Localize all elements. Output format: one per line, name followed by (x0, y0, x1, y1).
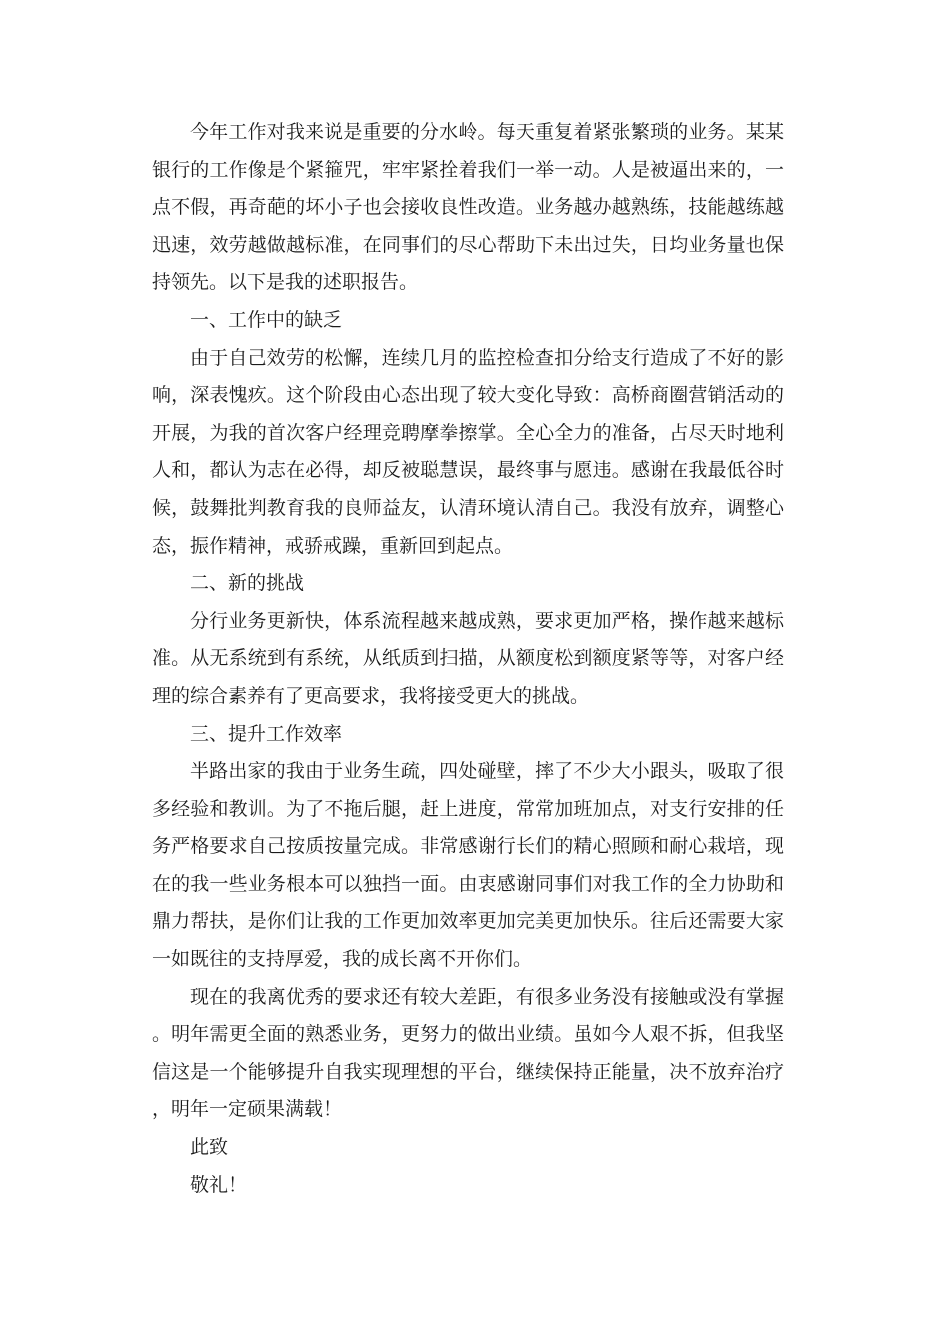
section-body-2: 分行业务更新快，体系流程越来越成熟，要求更加严格，操作越来越标准。从无系统到有系统，从纸质到扫描，从额度松到额度紧等等，对客户经理的综合素养有了更高要求，我将接受更大的挑战。 (152, 609, 784, 707)
section-body-3: 半路出家的我由于业务生疏，四处碰壁，摔了不少大小跟头，吸取了很多经验和教训。为了不拖后腿，赶上进度，常常加班加点，对支行安排的任务严格要求自己按质按量完成。非常感谢行长们的精心照顾和耐心栽培，现在的我一些业务根本可以独挡一面。由衷感谢同事们对我工作的全力协助和鼎力帮扶，是你们让我的工作更加效率更加完美更加快乐。往后还需要大家一如既往的支持厚爱，我的成长离不开你们。 (152, 760, 784, 971)
intro-paragraph: 今年工作对我来说是重要的分水岭。每天重复着紧张繁琐的业务。某某银行的工作像是个紧箍咒，牢牢紧拴着我们一举一动。人是被逼出来的，一点不假，再奇葩的坏小子也会接收良性改造。业务越办越熟练，技能越练越迅速，效劳越做越标准，在同事们的尽心帮助下未出过失，日均业务量也保持领先。以下是我的述职报告。 (152, 121, 784, 294)
conclusion-paragraph: 现在的我离优秀的要求还有较大差距，有很多业务没有接触或没有掌握。明年需更全面的熟悉业务，更努力的做出业绩。虽如今人艰不拆，但我坚信这是一个能够提升自我实现理想的平台，继续保持正能量，决不放弃治疗，明年一定硕果满载！ (152, 985, 784, 1121)
closing-regards: 敬礼！ (190, 1173, 248, 1196)
section-heading-1: 一、工作中的缺乏 (190, 308, 343, 331)
section-heading-2: 二、新的挑战 (190, 572, 305, 595)
section-heading-3: 三、提升工作效率 (190, 722, 343, 745)
section-body-1: 由于自己效劳的松懈，连续几月的监控检查扣分给支行造成了不好的影响，深表愧疚。这个阶段由心态出现了较大变化导致：高桥商圈营销活动的开展，为我的首次客户经理竞聘摩拳擦掌。全心全力的准备，占尽天时地利人和，都认为志在必得，却反被聪慧误，最终事与愿违。感谢在我最低谷时候，鼓舞批判教育我的良师益友，认清环境认清自己。我没有放弃，调整心态，振作精神，戒骄戒躁，重新回到起点。 (152, 346, 784, 557)
closing-salutation: 此致 (190, 1136, 229, 1159)
document-body (152, 114, 784, 1204)
